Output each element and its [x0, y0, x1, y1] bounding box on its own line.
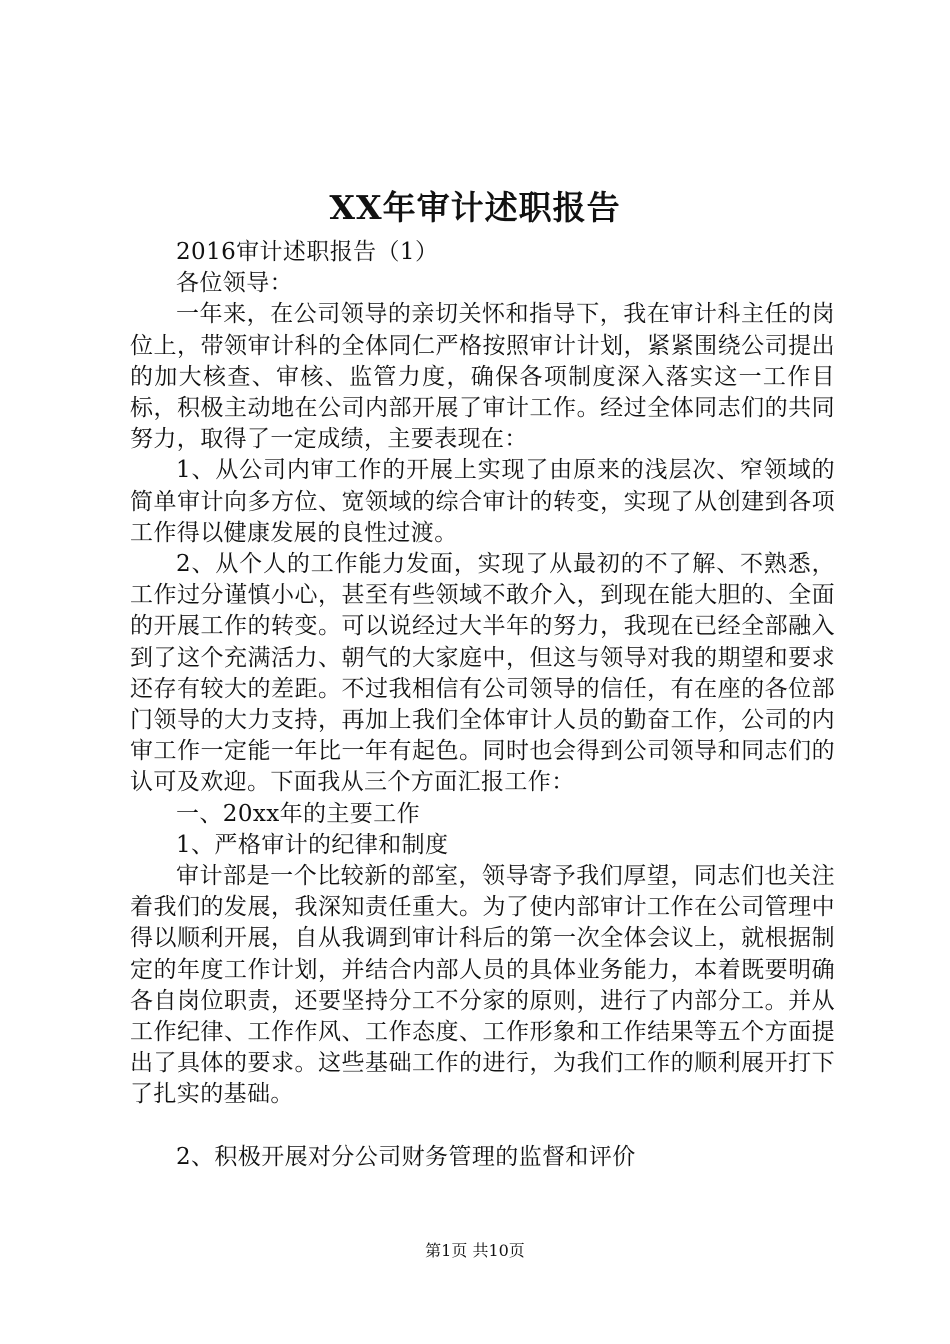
section-heading-main-work: 一、20xx年的主要工作 — [176, 800, 421, 827]
paragraph-point-1: 1、从公司内审工作的开展上实现了由原来的浅层次、窄领域的简单审计向多方位、宽领域的综合审计的转变，实现了从创建到各项工作得以健康发展的良性过渡。 — [130, 457, 835, 546]
subsection-heading-discipline: 1、严格审计的纪律和制度 — [176, 831, 449, 858]
document-title: XX年审计述职报告 — [329, 188, 621, 227]
paragraph-point-2: 2、从个人的工作能力发面，实现了从最初的不了解、不熟悉，工作过分谨慎小心，甚至有些领域不敢介入，到现在能大胆的、全面的开展工作的转变。可以说经过大半年的努力，我现在已经全部融入到了这个充满活力、朝气的大家庭中，但这与领导对我的期望和要求还存有较大的差距。不过我相信有公司领导的信任，有在座的各位部门领导的大力支持，再加上我们全体审计人员的勤奋工作，公司的内审工作一定能一年比一年有起色。同时也会得到公司领导和同志们的认可及欢迎。下面我从三个方面汇报工作： — [130, 551, 835, 796]
paragraph-intro: 一年来，在公司领导的亲切关怀和指导下，我在审计科主任的岗位上，带领审计科的全体同仁严格按照审计计划，紧紧围绕公司提出的加大核查、审核、监管力度，确保各项制度深入落实这一工作目标，积极主动地在公司内部开展了审计工作。经过全体同志们的共同努力，取得了一定成绩，主要表现在： — [130, 301, 835, 453]
document-body — [130, 237, 835, 1173]
paragraph-subtitle: 2016审计述职报告（1） — [176, 239, 439, 265]
page-number-footer: 第1页 共10页 — [425, 1241, 525, 1260]
paragraph-discipline: 审计部是一个比较新的部室，领导寄予我们厚望，同志们也关注着我们的发展，我深知责任重大。为了使内部审计工作在公司管理中得以顺利开展，自从我调到审计科后的第一次全体会议上，就根据制定的年度工作计划，并结合内部人员的具体业务能力，本着既要明确各自岗位职责，还要坚持分工不分家的原则，进行了内部分工。并从工作纪律、工作作风、工作态度、工作形象和工作结果等五个方面提出了具体的要求。这些基础工作的进行，为我们工作的顺利展开打下了扎实的基础。 — [130, 863, 835, 1108]
subsection-heading-supervision: 2、积极开展对分公司财务管理的监督和评价 — [176, 1143, 636, 1170]
paragraph-salutation: 各位领导： — [176, 270, 293, 297]
